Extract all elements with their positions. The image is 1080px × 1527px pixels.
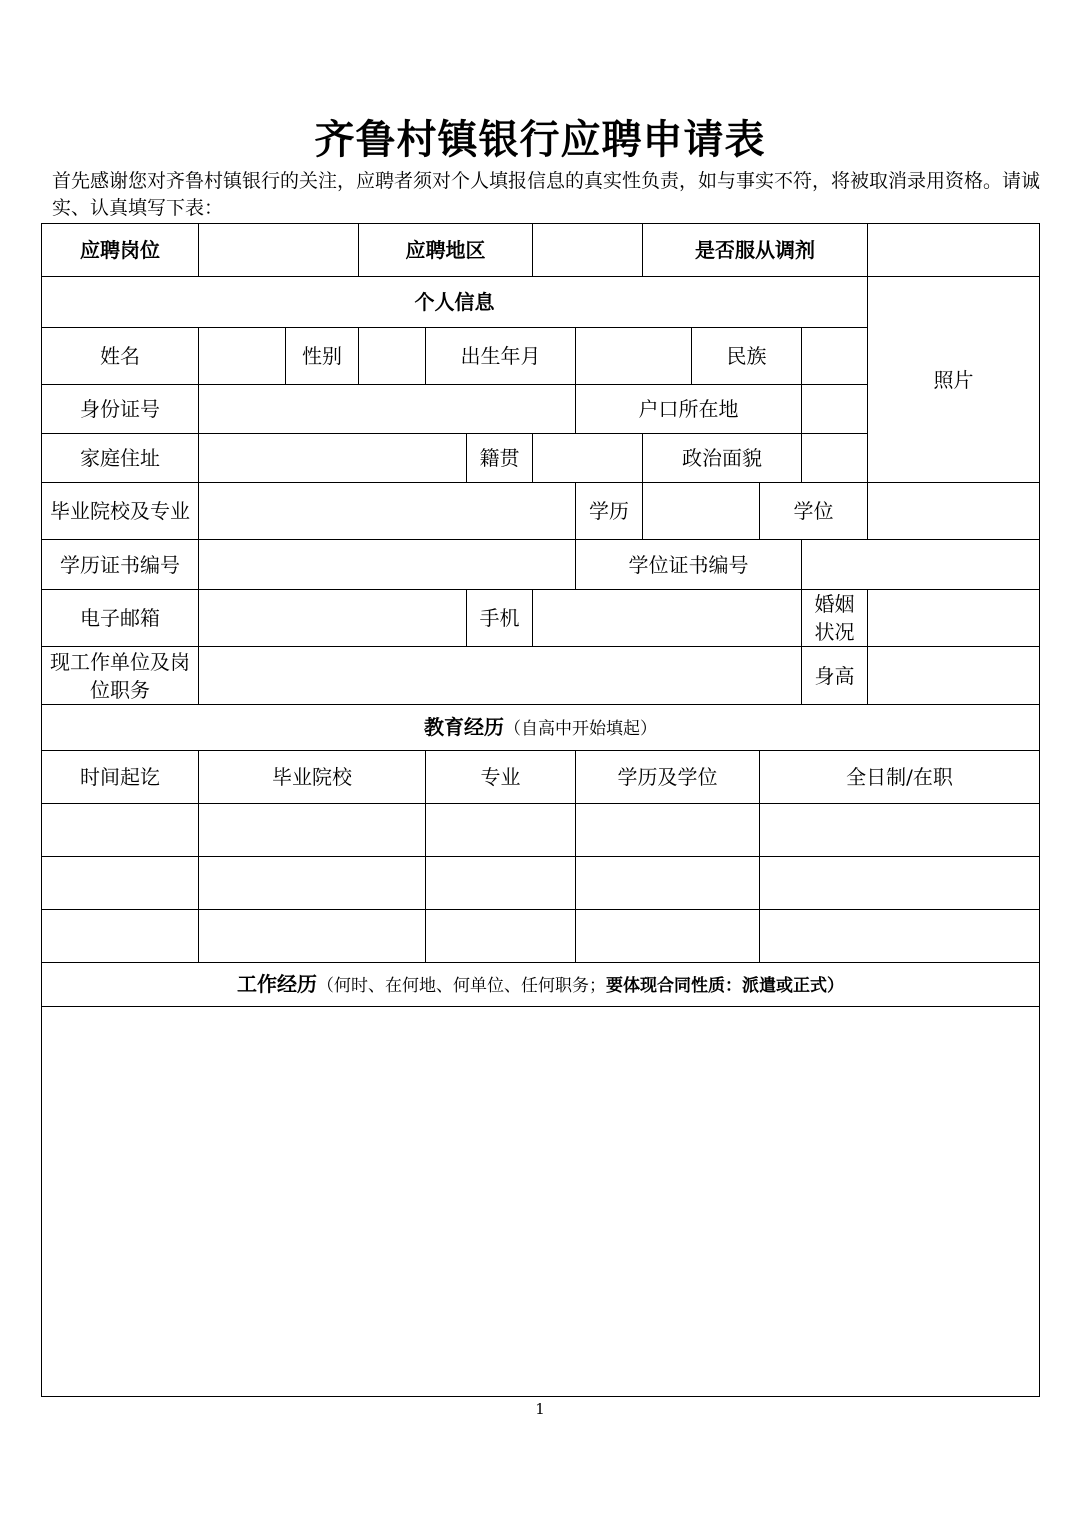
- table-row: [42, 910, 1040, 963]
- position-field[interactable]: [199, 224, 359, 277]
- label-id-number: 身份证号: [42, 385, 199, 434]
- label-school-major: 毕业院校及专业: [42, 483, 199, 540]
- mobile-field[interactable]: [533, 590, 802, 647]
- application-form-table: [41, 223, 1040, 1397]
- intro-text: 首先感谢您对齐鲁村镇银行的关注，应聘者须对个人填报信息的真实性负责，如与事实不符，将被取消录用资格。请诚实、认真填写下表：: [52, 170, 1041, 219]
- name-field[interactable]: [199, 328, 286, 385]
- edu-header-school: 毕业院校: [199, 751, 426, 804]
- address-field[interactable]: [199, 434, 467, 483]
- label-degree-cert: 学位证书编号: [576, 540, 802, 590]
- edu-major-cell[interactable]: [426, 857, 576, 910]
- label-ethnicity: 民族: [692, 328, 802, 385]
- edu-header-mode: 全日制/在职: [760, 751, 1040, 804]
- native-place-field[interactable]: [533, 434, 643, 483]
- edu-degree-cell[interactable]: [576, 857, 760, 910]
- edu-header-degree: 学历及学位: [576, 751, 760, 804]
- section-work-note: （何时、在何地、何单位、任何职务；: [317, 975, 607, 996]
- ethnicity-field[interactable]: [802, 328, 868, 385]
- marital-field[interactable]: [868, 590, 1040, 647]
- current-job-field[interactable]: [199, 647, 802, 705]
- edu-mode-cell[interactable]: [760, 910, 1040, 963]
- edu-major-cell[interactable]: [426, 804, 576, 857]
- edu-header-major: 专业: [426, 751, 576, 804]
- section-work: [42, 963, 1040, 1007]
- degree-cert-field[interactable]: [802, 540, 1040, 590]
- degree-field[interactable]: [868, 483, 1040, 540]
- edu-major-cell[interactable]: [426, 910, 576, 963]
- hukou-field[interactable]: [802, 385, 868, 434]
- label-email: 电子邮箱: [42, 590, 199, 647]
- section-education-note: （自高中开始填起）: [504, 718, 658, 739]
- label-marital: 婚姻状况: [802, 590, 868, 647]
- label-gender: 性别: [286, 328, 359, 385]
- label-political: 政治面貌: [643, 434, 802, 483]
- birth-field[interactable]: [576, 328, 692, 385]
- page-number: 1: [535, 1400, 545, 1418]
- label-address: 家庭住址: [42, 434, 199, 483]
- label-degree: 学位: [760, 483, 868, 540]
- label-birth: 出生年月: [426, 328, 576, 385]
- work-experience-field[interactable]: [42, 1007, 1040, 1397]
- section-education-title: 教育经历: [424, 714, 505, 739]
- edu-cert-field[interactable]: [199, 540, 576, 590]
- label-adjust: 是否服从调剂: [643, 224, 868, 277]
- table-row: [42, 857, 1040, 910]
- edu-degree-cell[interactable]: [576, 804, 760, 857]
- label-native-place: 籍贯: [467, 434, 533, 483]
- label-position: 应聘岗位: [42, 224, 199, 277]
- table-row: [42, 804, 1040, 857]
- edu-mode-cell[interactable]: [760, 857, 1040, 910]
- label-hukou: 户口所在地: [576, 385, 802, 434]
- email-field[interactable]: [199, 590, 467, 647]
- label-education: 学历: [576, 483, 643, 540]
- label-mobile: 手机: [467, 590, 533, 647]
- section-work-title: 工作经历: [237, 971, 318, 996]
- section-personal-info: 个人信息: [42, 277, 868, 328]
- label-name: 姓名: [42, 328, 199, 385]
- photo-box[interactable]: 照片: [868, 277, 1040, 483]
- edu-school-cell[interactable]: [199, 857, 426, 910]
- edu-period-cell[interactable]: [42, 910, 199, 963]
- label-region: 应聘地区: [359, 224, 533, 277]
- id-number-field[interactable]: [199, 385, 576, 434]
- section-work-note-bold: 要体现合同性质：派遣或正式）: [606, 975, 845, 996]
- region-field[interactable]: [533, 224, 643, 277]
- gender-field[interactable]: [359, 328, 426, 385]
- label-edu-cert: 学历证书编号: [42, 540, 199, 590]
- adjust-field[interactable]: [868, 224, 1040, 277]
- edu-degree-cell[interactable]: [576, 910, 760, 963]
- political-field[interactable]: [802, 434, 868, 483]
- edu-period-cell[interactable]: [42, 804, 199, 857]
- edu-period-cell[interactable]: [42, 857, 199, 910]
- section-education: [42, 705, 1040, 751]
- school-major-field[interactable]: [199, 483, 576, 540]
- edu-header-period: 时间起讫: [42, 751, 199, 804]
- label-height: 身高: [802, 647, 868, 705]
- education-field[interactable]: [643, 483, 760, 540]
- edu-school-cell[interactable]: [199, 804, 426, 857]
- label-current-job: 现工作单位及岗位职务: [42, 647, 199, 705]
- edu-mode-cell[interactable]: [760, 804, 1040, 857]
- edu-school-cell[interactable]: [199, 910, 426, 963]
- height-field[interactable]: [868, 647, 1040, 705]
- form-title: 齐鲁村镇银行应聘申请表: [314, 117, 766, 163]
